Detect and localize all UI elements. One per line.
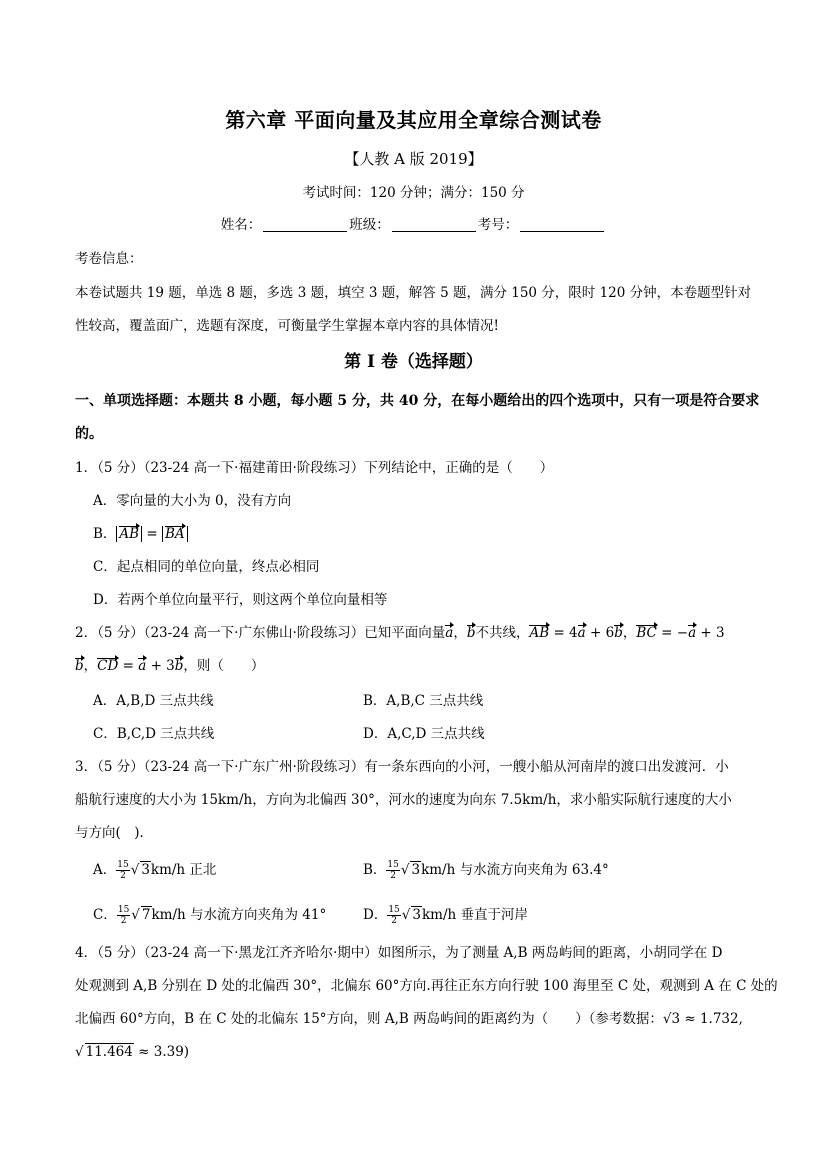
page-title: 第六章 平面向量及其应用全章综合测试卷: [225, 108, 602, 132]
q1-option-b: B． AB = BA: [93, 526, 188, 542]
vector-ab: AB: [529, 625, 550, 641]
name-blank[interactable]: [263, 217, 347, 232]
section-title: 第 I 卷（选择题）: [344, 352, 483, 372]
class-blank[interactable]: [392, 217, 476, 232]
q1-option-a: A．零向量的大小为 0，没有方向: [93, 493, 292, 509]
vector-b: b: [466, 625, 476, 641]
q3-option-c: C． $\frac{15}{2}$ √ 7km/h 与水流方向夹角为 41°: [93, 905, 327, 926]
class-label: 班级：: [349, 217, 390, 233]
vector-ba: BA: [165, 526, 185, 542]
q2-stem-line1: 2．（5 分）（23-24 高一下·广东佛山·阶段练习）已知平面向量a，b不共线，AB = 4a + 6b，BC = −a + 3: [75, 625, 725, 641]
q2-option-b: B．A,B,C 三点共线: [363, 693, 484, 709]
q4-stem-line4: √ 11.464 ≈ 3.39): [75, 1044, 190, 1060]
q3-option-a: A． $\frac{15}{2}$ √ 3km/h 正北: [93, 860, 217, 881]
vector-a: a: [445, 625, 454, 641]
q2-option-a: A．A,B,D 三点共线: [93, 693, 214, 709]
name-label: 姓名：: [220, 217, 262, 233]
student-info-row: [0, 217, 827, 233]
edition-subtitle: 【人教 A 版 2019】: [344, 150, 483, 168]
q1-option-d: D．若两个单位向量平行，则这两个单位向量相等: [93, 592, 388, 608]
vector-bc: BC: [636, 625, 657, 641]
number-blank[interactable]: [520, 217, 604, 232]
section-instruction: 一、单项选择题：本题共 8 小题，每小题 5 分，共 40 分，在每小题给出的四个选项中，只有一项是符合要求的。: [75, 393, 760, 442]
vector-cd: CD: [97, 658, 119, 674]
q3-stem-line1: 3．（5 分）（23-24 高一下·广东广州·阶段练习）有一条东西向的小河，一艘小船从河南岸的渡口出发渡河．小: [75, 759, 729, 775]
q1-stem: 1．（5 分）（23-24 高一下·福建莆田·阶段练习）下列结论中，正确的是（ ）: [75, 460, 554, 476]
q4-stem-line3: 北偏西 60°方向，B 在 C 处的北偏东 15°方向，则 A,B 两岛屿间的距离约为（ ）（参考数据：√3 ≈ 1.732,: [75, 1011, 743, 1027]
q2-option-c: C．B,C,D 三点共线: [93, 726, 215, 742]
q1-option-b-label: B．: [93, 526, 117, 542]
exam-time-info: 考试时间：120 分钟；满分：150 分: [302, 185, 525, 201]
q2-stem-line2: b，CD = a + 3b，则（ ）: [75, 658, 265, 674]
q3-stem-line3: 与方向( )．: [75, 825, 154, 841]
info-text: 本卷试题共 19 题，单选 8 题，多选 3 题，填空 3 题，解答 5 题，满分 150 分，限时 120 分钟，本卷题型针对性较高，覆盖面广，选题有深度，可衡量学生掌握本章内容的具体情况!: [75, 285, 752, 334]
q4-stem-line2: 处观测到 A,B 分别在 D 处的北偏西 30°，北偏东 60°方向.再往正东方向行驶 100 海里至 C 处，观测到 A 在 C 处的: [75, 978, 778, 994]
number-label: 考号：: [477, 217, 519, 233]
vector-ab: AB: [119, 526, 140, 542]
info-heading: 考卷信息：: [75, 251, 143, 267]
q3-stem-line2: 船航行速度的大小为 15km/h，方向为北偏西 30°，河水的速度为向东 7.5km/h，求小船实际航行速度的大小: [75, 792, 732, 808]
q3-option-b: B． $\frac{15}{2}$ √ 3km/h 与水流方向夹角为 63.4°: [363, 860, 609, 881]
q3-option-d: D． $\frac{15}{2}$ √ 3km/h 垂直于河岸: [363, 905, 529, 926]
q4-stem-line1: 4．（5 分）（23-24 高一下·黑龙江齐齐哈尔·期中）如图所示，为了测量 A,B 两岛屿间的距离，小胡同学在 D: [75, 945, 723, 961]
q1-option-c: C．起点相同的单位向量，终点必相同: [93, 559, 320, 575]
q2-option-d: D．A,C,D 三点共线: [363, 726, 485, 742]
